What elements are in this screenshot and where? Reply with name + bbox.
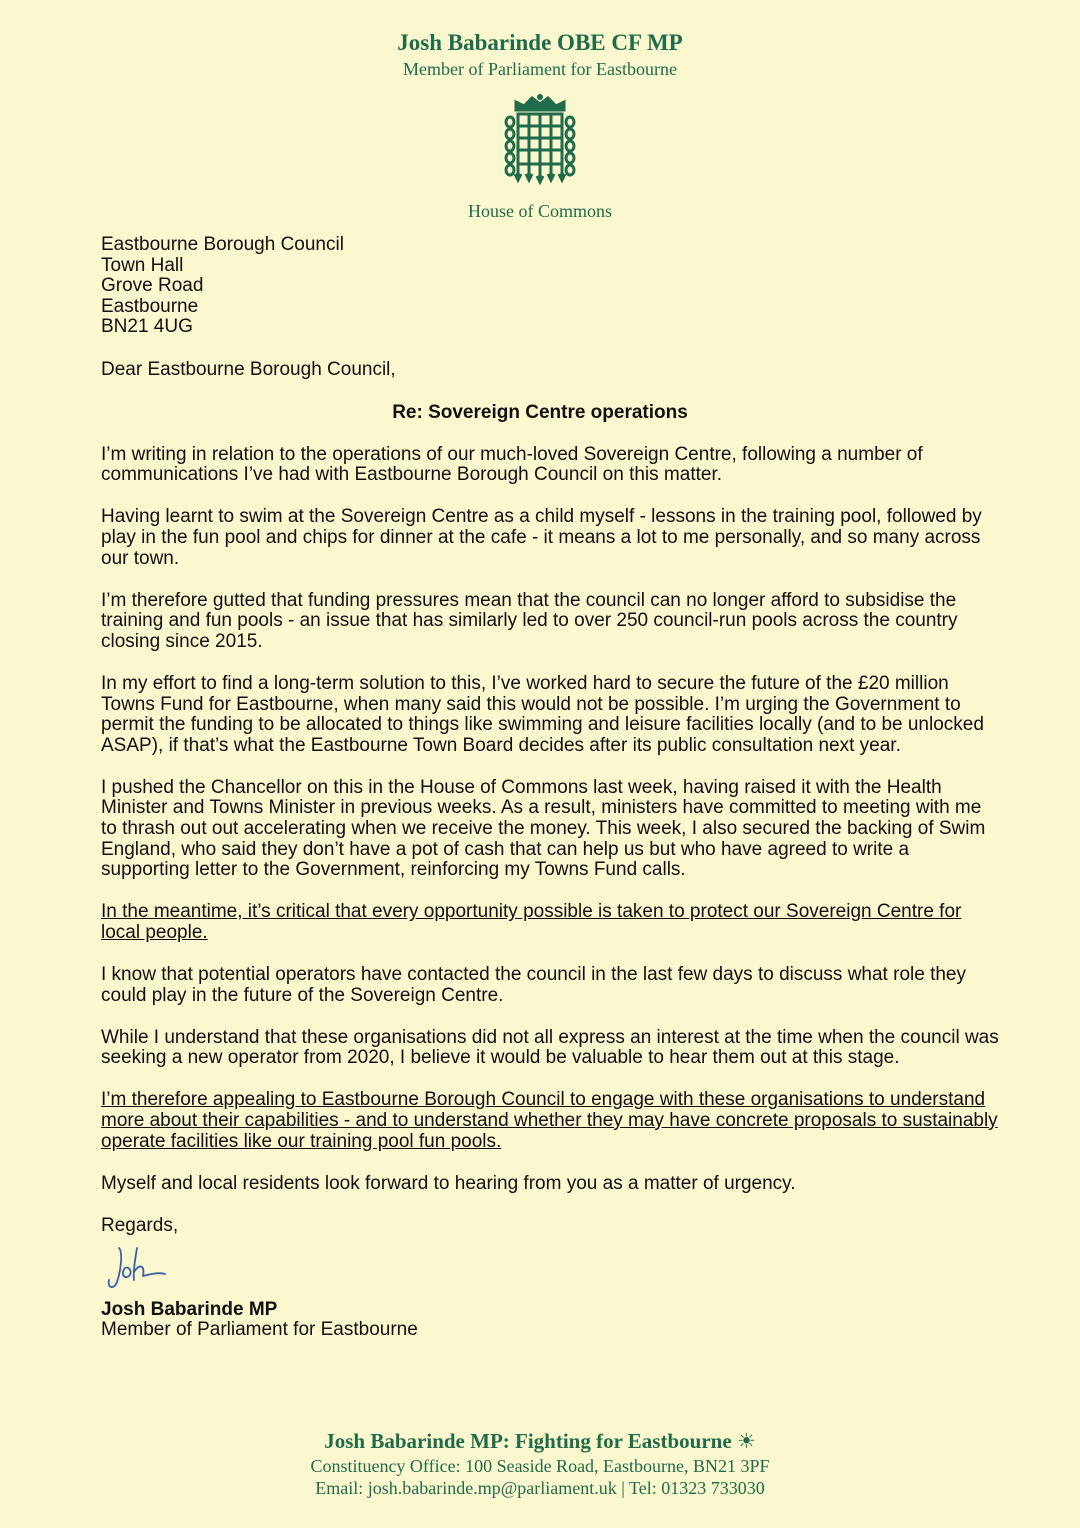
footer-office-address: Constituency Office: 100 Seaside Road, Eastbourne, BN21 3PF [310, 1456, 770, 1476]
subject-line: Re: Sovereign Centre operations [392, 401, 688, 423]
paragraph: Myself and local residents look forward to hearing from you as a matter of urgency. [101, 1172, 796, 1194]
footer-title-text: Josh Babarinde MP: Fighting for Eastbourne [324, 1429, 732, 1453]
signature-image [101, 1242, 181, 1294]
footer-title [0, 1428, 1080, 1455]
paragraph: While I understand that these organisations did not all express an interest at the time when the council was seeking a new operator from 2020, I believe it would be valuable to hear them out at this stage. [101, 1026, 999, 1069]
letterhead-mp-name: Josh Babarinde OBE CF MP [397, 30, 683, 55]
footer-contact[interactable]: Email: josh.babarinde.mp@parliament.uk | Tel: 01323 733030 [315, 1478, 765, 1498]
house-of-commons-label: House of Commons [468, 201, 612, 221]
recipient-address [101, 235, 1001, 338]
paragraph-underlined: I’m therefore appealing to Eastbourne Borough Council to engage with these organisations to understand more about their capabilities - and to understand whether they may have concrete proposals to sustainably operate facilities like our training pool fun pools. [101, 1089, 998, 1152]
paragraph: Having learnt to swim at the Sovereign Centre as a child myself - lessons in the training pool, followed by play in the fun pool and chips for dinner at the cafe - it means a lot to me personally, and so many across our town. [101, 506, 982, 569]
letterhead [0, 28, 1080, 80]
address-line: Grove Road [101, 275, 204, 297]
address-line: BN21 4UG [101, 316, 193, 338]
paragraph: In my effort to find a long-term solution to this, I’ve worked hard to secure the future of the £20 million Towns Fund for Eastbourne, when many said this would not be possible. I’m urging the Government to permit the funding to be allocated to things like swimming and leisure facilities locally (and to be unlocked ASAP), if that’s what the Eastbourne Town Board decides after its public consultation next year. [101, 672, 984, 756]
address-line: Eastbourne [101, 295, 199, 317]
paragraph: I pushed the Chancellor on this in the House of Commons last week, having raised it with the Health Minister and Towns Minister in previous weeks. As a result, ministers have committed to meeting with me to thrash out out accelerating when we receive the money. This week, I also secured the backing of Swim England, who said they don’t have a pot of cash that can help us but who have agreed to write a supporting letter to the Government, reinforcing my Towns Fund calls. [101, 776, 986, 881]
portcullis-icon [498, 92, 582, 188]
sun-icon: ☀ [736, 1429, 756, 1453]
address-line: Eastbourne Borough Council [101, 234, 344, 255]
paragraph-underlined: In the meantime, it’s critical that every opportunity possible is taken to protect our Sovereign Centre for local people. [101, 901, 962, 943]
paragraph: I’m therefore gutted that funding pressures mean that the council can no longer afford to subsidise the training and fun pools - an issue that has similarly led to over 250 council-run pools across the country closing since 2015. [101, 589, 958, 652]
signoff-role: Member of Parliament for Eastbourne [101, 1319, 418, 1341]
footer [0, 1428, 1080, 1499]
signoff-name: Josh Babarinde MP [101, 1298, 278, 1320]
letter-body [101, 235, 1001, 1341]
paragraph: I know that potential operators have contacted the council in the last few days to discuss what role they could play in the future of the Sovereign Centre. [101, 963, 966, 1006]
closing: Regards, [101, 1214, 179, 1236]
letterhead-mp-role: Member of Parliament for Eastbourne [403, 59, 677, 79]
address-line: Town Hall [101, 254, 184, 276]
salutation: Dear Eastbourne Borough Council, [101, 358, 396, 380]
paragraph: I’m writing in relation to the operations of our much-loved Sovereign Centre, following a number of communications I’ve had with Eastbourne Borough Council on this matter. [101, 443, 923, 486]
